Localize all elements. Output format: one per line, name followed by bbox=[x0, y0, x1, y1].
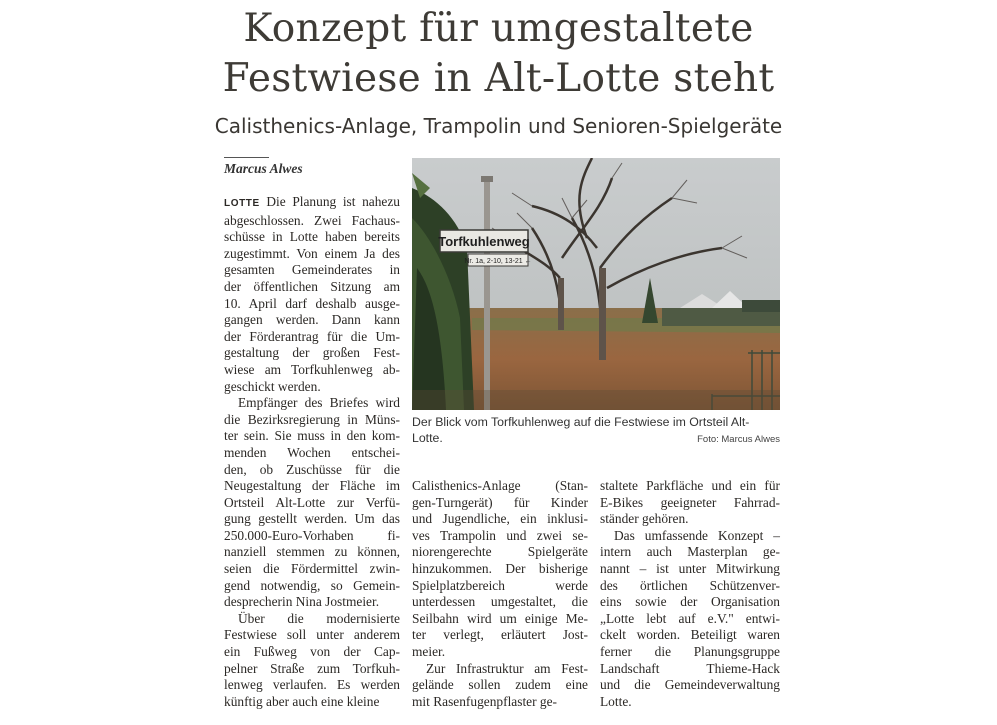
byline-rule bbox=[224, 157, 269, 158]
article-line: nanziell stemmen zu können, bbox=[224, 544, 400, 560]
article-line: Über die modernisierte bbox=[238, 610, 400, 626]
article-line: Calisthenics-Anlage (Stan- bbox=[412, 478, 588, 493]
article-line: „Lotte lebt auf e.V." entwi- bbox=[600, 610, 780, 626]
street-sign-text: Torfkuhlenweg bbox=[438, 234, 530, 249]
article-line: ständer gehören. bbox=[600, 511, 689, 527]
article-line: ein Fußweg von der Cap- bbox=[224, 644, 400, 660]
article-line: gend notwendig, so Gemein- bbox=[224, 577, 400, 593]
article-line: nannt – ist unter Mitwirkung bbox=[600, 560, 780, 576]
article-line: lenweg verlaufen. Es werden bbox=[224, 677, 400, 693]
article-line: ter sein. Sie muss in den kom- bbox=[224, 428, 400, 444]
article-line: seien die Fördermittel zwin- bbox=[224, 561, 400, 577]
article-line: intern auch Masterplan ge- bbox=[600, 544, 780, 560]
article-column-3 bbox=[600, 478, 780, 710]
article-line: Lotte. bbox=[600, 693, 632, 709]
article-line: Das umfassende Konzept – bbox=[614, 527, 780, 543]
article-line: gestaltung der großen Fest- bbox=[224, 345, 400, 361]
article-line: Landschaft Thieme-Hack bbox=[600, 660, 780, 676]
article-line: Neugestaltung der Fläche im bbox=[224, 478, 400, 494]
article-column-2 bbox=[412, 478, 588, 710]
article-line: staltete Parkfläche und ein für bbox=[600, 478, 780, 493]
photo-caption-line-1: Der Blick vom Torfkuhlenweg auf die Festwiese im Ortsteil Alt- bbox=[412, 415, 750, 429]
article-line: schüsse in Lotte haben bereits bbox=[224, 229, 400, 245]
article-line: wiese am Torfkuhlenweg ab- bbox=[224, 361, 400, 377]
author-byline: Marcus Alwes bbox=[224, 161, 303, 176]
festwiese-photo bbox=[412, 158, 780, 410]
article-line: gelände sollen zudem eine bbox=[412, 677, 588, 693]
article-line: Empfänger des Briefes wird bbox=[238, 395, 400, 411]
article-line: unterdessen umgestaltet, die bbox=[412, 594, 588, 610]
article-line: hinzukommen. Der bisherige bbox=[412, 560, 588, 576]
article-line: abgeschlossen. Zwei Fachaus- bbox=[224, 212, 400, 228]
photo-caption-line-2: Lotte. bbox=[412, 431, 443, 445]
article-column-1 bbox=[224, 194, 400, 710]
article-line: ves Trampolin und zwei se- bbox=[412, 527, 588, 543]
article-line: Ortsteil Alt-Lotte zur Verfü- bbox=[224, 494, 400, 510]
article-line: gen-Turngerät) für Kinder bbox=[412, 494, 588, 510]
article-line: E-Bikes geeigneter Fahrrad- bbox=[600, 494, 780, 510]
article-line: Spielplatzbereich werde bbox=[412, 577, 588, 593]
article-line: zugestimmt. Von einem Ja des bbox=[224, 245, 400, 261]
article-line: der Förderantrag für die Um- bbox=[224, 328, 400, 344]
article-line: LOTTE Die Planung ist nahezu bbox=[224, 194, 400, 209]
article-line: und die Gemeindeverwaltung bbox=[600, 677, 780, 693]
article-line: ter verlegt, erläutert Jost- bbox=[412, 627, 588, 643]
article-line: Festwiese soll unter anderem bbox=[224, 627, 400, 643]
article-line: der öffentlichen Sitzung am bbox=[224, 278, 400, 294]
article-line: geschickt werden. bbox=[224, 378, 321, 394]
article-line: menden Wochen entschei- bbox=[224, 444, 400, 460]
article-line: meier. bbox=[412, 643, 446, 659]
article-line: niorengerechte Spielgeräte bbox=[412, 544, 588, 560]
subheadline: Calisthenics-Anlage, Trampolin und Senioren-Spielgeräte bbox=[214, 114, 783, 138]
article-line: eins sowie der Organisation bbox=[600, 594, 780, 610]
headline-line-2: Festwiese in Alt-Lotte steht bbox=[222, 56, 775, 101]
dateline: LOTTE bbox=[224, 198, 260, 209]
article-line: künftig aber auch eine kleine bbox=[224, 693, 380, 709]
article-line: 10. April darf deshalb ausge- bbox=[224, 295, 400, 311]
article-line: die Bezirksregierung in Müns- bbox=[224, 411, 400, 427]
article-line: Zur Infrastruktur am Fest- bbox=[426, 660, 588, 676]
article-line: ckelt worden. Beteiligt waren bbox=[600, 627, 780, 643]
article-line: ferner die Planungsgruppe bbox=[600, 643, 780, 659]
street-sign-subtext: Nr. 1a, 2-10, 13-21 ← bbox=[464, 258, 532, 265]
article-line: des örtlichen Schützenver- bbox=[600, 577, 780, 593]
article-line: desprecherin Nina Jostmeier. bbox=[224, 594, 380, 610]
article-line: gangen werden. Dann kann bbox=[224, 312, 400, 328]
article-line: gung gestellt werden. Um das bbox=[224, 511, 400, 527]
article-line: 250.000-Euro-Vorhaben fi- bbox=[224, 527, 400, 543]
photo-credit: Foto: Marcus Alwes bbox=[697, 434, 780, 445]
article-line: mit Rasenfugenpflaster ge- bbox=[412, 693, 558, 709]
article-line: Seilbahn wird um einige Me- bbox=[412, 610, 588, 626]
article-line: gesamten Gemeinderates in bbox=[224, 262, 400, 278]
headline-line-1: Konzept für umgestaltete bbox=[243, 6, 754, 51]
headline bbox=[0, 4, 997, 104]
article-line: den, ob Zuschüsse für die bbox=[224, 461, 400, 477]
article-line: und Jugendliche, ein inklusi- bbox=[412, 511, 588, 527]
article-line: pelner Straße zum Torfkuh- bbox=[224, 660, 400, 676]
